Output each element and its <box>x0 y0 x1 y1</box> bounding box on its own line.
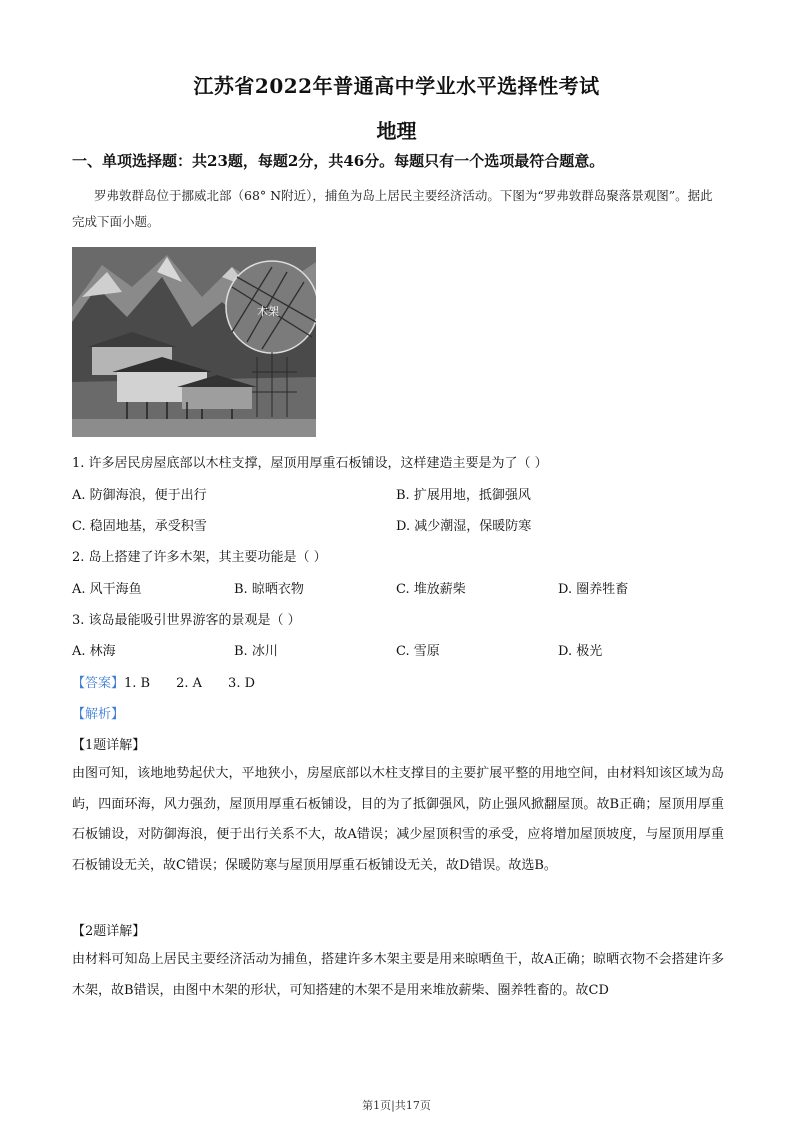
question-3-stem: 3. 该岛最能吸引世界游客的景观是（ ） <box>72 613 301 628</box>
settlement-landscape-photo <box>72 247 316 437</box>
question-1-option-b: B. 扩展用地，抵御强风 <box>396 488 531 503</box>
page-footer: 第1页|共17页 <box>362 1099 431 1112</box>
answer-3: 3. D <box>228 676 256 691</box>
photo-illustration <box>72 247 316 437</box>
detail-2-heading: 【2题详解】 <box>72 924 146 939</box>
question-1-stem: 1. 许多居民房屋底部以木柱支撑，屋顶用厚重石板铺设，这样建造主要是为了（ ） <box>72 456 548 471</box>
question-1-option-d: D. 减少潮湿，保暖防寒 <box>396 519 532 534</box>
subject-title: 地理 <box>376 119 417 143</box>
question-2-stem: 2. 岛上搭建了许多木架，其主要功能是（ ） <box>72 550 327 565</box>
answer-2: 2. A <box>176 676 203 691</box>
analysis-tag: 【解析】 <box>72 707 125 722</box>
answer-1: 1. B <box>124 676 151 691</box>
question-2-option-a: A. 风干海鱼 <box>72 582 142 597</box>
question-3-option-a: A. 林海 <box>72 644 116 659</box>
exam-title: 江苏省2022年普通高中学业水平选择性考试 <box>193 74 600 98</box>
question-3-option-c: C. 雪原 <box>396 644 440 659</box>
question-2-option-b: B. 晾晒衣物 <box>234 582 304 597</box>
detail-1-heading: 【1题详解】 <box>72 738 146 753</box>
wooden-rack-label: 木架 <box>257 305 279 318</box>
question-intro: 罗弗敦群岛位于挪威北部（68° N附近），捕鱼为岛上居民主要经济活动。下图为“罗弗敦群岛聚落景观图”。据此完成下面小题。 <box>72 188 713 229</box>
section-heading: 一、单项选择题：共23题，每题2分，共46分。每题只有一个选项最符合题意。 <box>72 152 605 170</box>
question-1-option-c: C. 稳固地基，承受积雪 <box>72 519 207 534</box>
question-2-option-d: D. 圈养牲畜 <box>558 582 629 597</box>
detail-2-body: 由材料可知岛上居民主要经济活动为捕鱼，搭建许多木架主要是用来晾晒鱼干，故A正确；晾晒衣物不会搭建许多木架，故B错误，由图中木架的形状，可知搭建的木架不是用来堆放薪柴、圈养牲畜的。故CD <box>72 952 724 998</box>
question-3-option-b: B. 冰川 <box>234 644 278 659</box>
question-2-option-c: C. 堆放薪柴 <box>396 582 466 597</box>
detail-1-body: 由图可知，该地地势起伏大，平地狭小，房屋底部以木柱支撑目的主要扩展平整的用地空间，由材料知该区域为岛屿，四面环海，风力强劲，屋顶用厚重石板铺设，目的为了抵御强风，防止强风掀翻屋顶。故B正确；屋顶用厚重石板铺设，对防御海浪，便于出行关系不大，故A错误；减少屋顶积雪的承受，应将增加屋顶坡度，与屋顶用厚重石板铺设无关，故C错误；保暖防寒与屋顶用厚重石板铺设无关，故D错误。故选B。 <box>72 766 724 873</box>
question-3-option-d: D. 极光 <box>558 644 603 659</box>
answer-row <box>72 672 255 691</box>
answer-tag: 【答案】 <box>72 676 125 691</box>
question-1-option-a: A. 防御海浪，便于出行 <box>72 488 207 503</box>
